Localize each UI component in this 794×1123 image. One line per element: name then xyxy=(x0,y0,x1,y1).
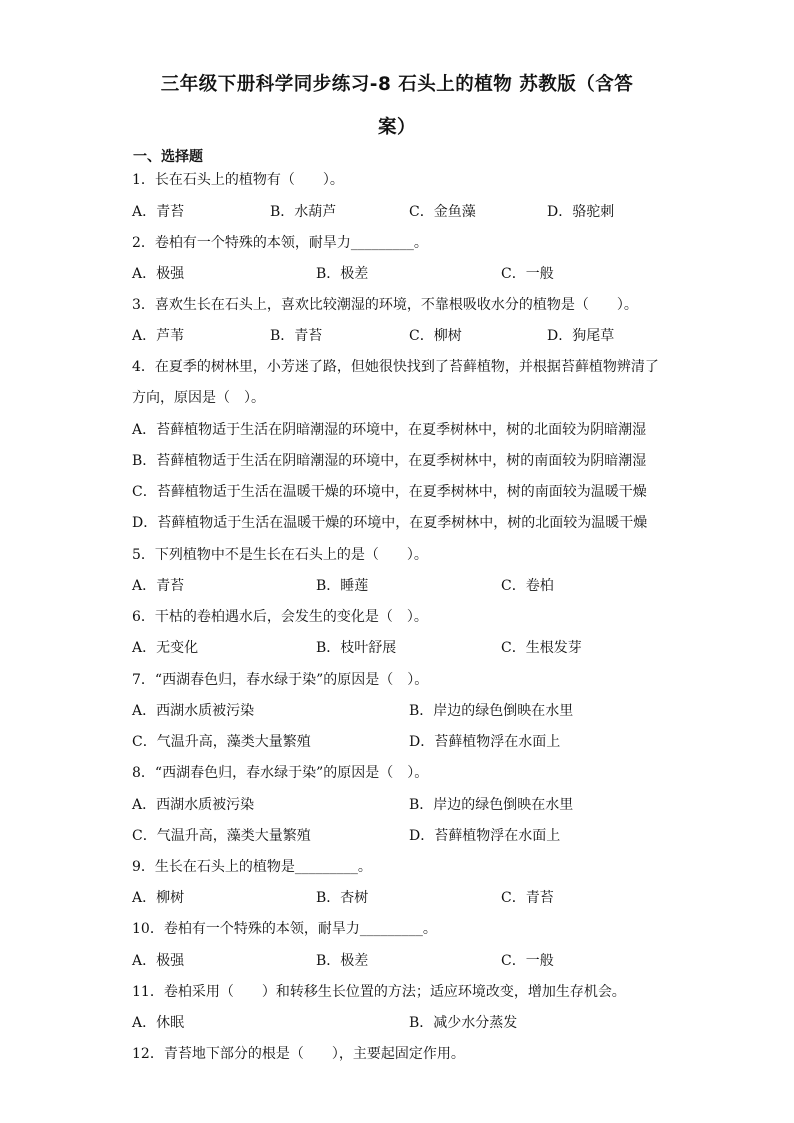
answer-option[interactable]: C．柳树 xyxy=(409,328,462,344)
answer-option[interactable]: B．极差 xyxy=(316,953,369,969)
answer-option[interactable]: B．杏树 xyxy=(316,890,369,906)
answer-option[interactable]: A．无变化 xyxy=(132,640,199,656)
answer-option[interactable]: A．休眠 xyxy=(132,1015,185,1031)
answer-option[interactable]: D．骆驼刺 xyxy=(547,204,615,220)
answer-option[interactable]: A．芦苇 xyxy=(132,328,185,344)
answer-option[interactable]: C．金鱼藻 xyxy=(409,204,476,220)
answer-option[interactable]: D．苔藓植物浮在水面上 xyxy=(409,734,561,750)
question-stem: 8．“西湖春色归，春水绿于染”的原因是（ ）。 xyxy=(132,765,429,781)
answer-option[interactable]: A．极强 xyxy=(132,953,185,969)
question-stem: 11．卷柏采用（ ）和转移生长位置的方法；适应环境改变，增加生存机会。 xyxy=(132,984,626,1000)
question-stem: 12．青苔地下部分的根是（ ），主要起固定作用。 xyxy=(132,1046,465,1062)
question-stem: 6．干枯的卷柏遇水后，会发生的变化是（ ）。 xyxy=(132,609,428,625)
answer-option[interactable]: A．青苔 xyxy=(132,204,185,220)
answer-option[interactable]: A．青苔 xyxy=(132,578,185,594)
question-stem: 5．下列植物中不是生长在石头上的是（ ）。 xyxy=(132,547,428,563)
answer-option[interactable]: B．减少水分蒸发 xyxy=(409,1015,518,1031)
page-title-line-2: 案） xyxy=(377,117,416,138)
answer-option[interactable]: B．睡莲 xyxy=(316,578,369,594)
answer-option[interactable]: B．岸边的绿色倒映在水里 xyxy=(409,703,574,719)
answer-option[interactable]: D．苔藓植物适于生活在温暖干燥的环境中，在夏季树林中，树的北面较为温暖干燥 xyxy=(132,515,648,531)
section-heading: 一、选择题 xyxy=(133,149,203,165)
question-stem: 4．在夏季的树林里，小芳迷了路，但她很快找到了苔藓植物，并根据苔藓植物辨清了 xyxy=(132,359,659,375)
question-stem: 10．卷柏有一个特殊的本领，耐旱力_________。 xyxy=(132,921,437,937)
answer-option[interactable]: C．生根发芽 xyxy=(501,640,582,656)
question-stem: 方向，原因是（ ）。 xyxy=(132,390,265,406)
answer-option[interactable]: B．枝叶舒展 xyxy=(316,640,397,656)
answer-option[interactable]: B．青苔 xyxy=(270,328,323,344)
question-stem: 1．长在石头上的植物有（ ）。 xyxy=(132,172,344,188)
answer-option[interactable]: B．岸边的绿色倒映在水里 xyxy=(409,797,574,813)
answer-option[interactable]: A．极强 xyxy=(132,266,185,282)
answer-option[interactable]: B．水葫芦 xyxy=(270,204,337,220)
question-stem: 7．“西湖春色归，春水绿于染”的原因是（ ）。 xyxy=(132,672,429,688)
answer-option[interactable]: A．柳树 xyxy=(132,890,185,906)
answer-option[interactable]: B．苔藓植物适于生活在阴暗潮湿的环境中，在夏季树林中，树的南面较为阴暗潮湿 xyxy=(132,453,647,469)
answer-option[interactable]: D．苔藓植物浮在水面上 xyxy=(409,828,561,844)
question-stem: 9．生长在石头上的植物是_________。 xyxy=(132,859,372,875)
answer-option[interactable]: D．狗尾草 xyxy=(547,328,615,344)
answer-option[interactable]: C．苔藓植物适于生活在温暖干燥的环境中，在夏季树林中，树的南面较为温暖干燥 xyxy=(132,484,647,500)
answer-option[interactable]: A．苔藓植物适于生活在阴暗潮湿的环境中，在夏季树林中，树的北面较为阴暗潮湿 xyxy=(132,422,647,438)
answer-option[interactable]: C．一般 xyxy=(501,953,554,969)
answer-option[interactable]: B．极差 xyxy=(316,266,369,282)
answer-option[interactable]: A．西湖水质被污染 xyxy=(132,703,255,719)
page-title-line-1: 三年级下册科学同步练习-8 石头上的植物 苏教版（含答 xyxy=(160,74,634,95)
answer-option[interactable]: C．卷柏 xyxy=(501,578,554,594)
answer-option[interactable]: C．气温升高，藻类大量繁殖 xyxy=(132,734,311,750)
answer-option[interactable]: C．青苔 xyxy=(501,890,554,906)
answer-option[interactable]: C．一般 xyxy=(501,266,554,282)
question-stem: 2．卷柏有一个特殊的本领，耐旱力_________。 xyxy=(132,235,428,251)
answer-option[interactable]: A．西湖水质被污染 xyxy=(132,797,255,813)
answer-option[interactable]: C．气温升高，藻类大量繁殖 xyxy=(132,828,311,844)
question-stem: 3．喜欢生长在石头上，喜欢比较潮湿的环境，不靠根吸收水分的植物是（ ）。 xyxy=(132,297,638,313)
